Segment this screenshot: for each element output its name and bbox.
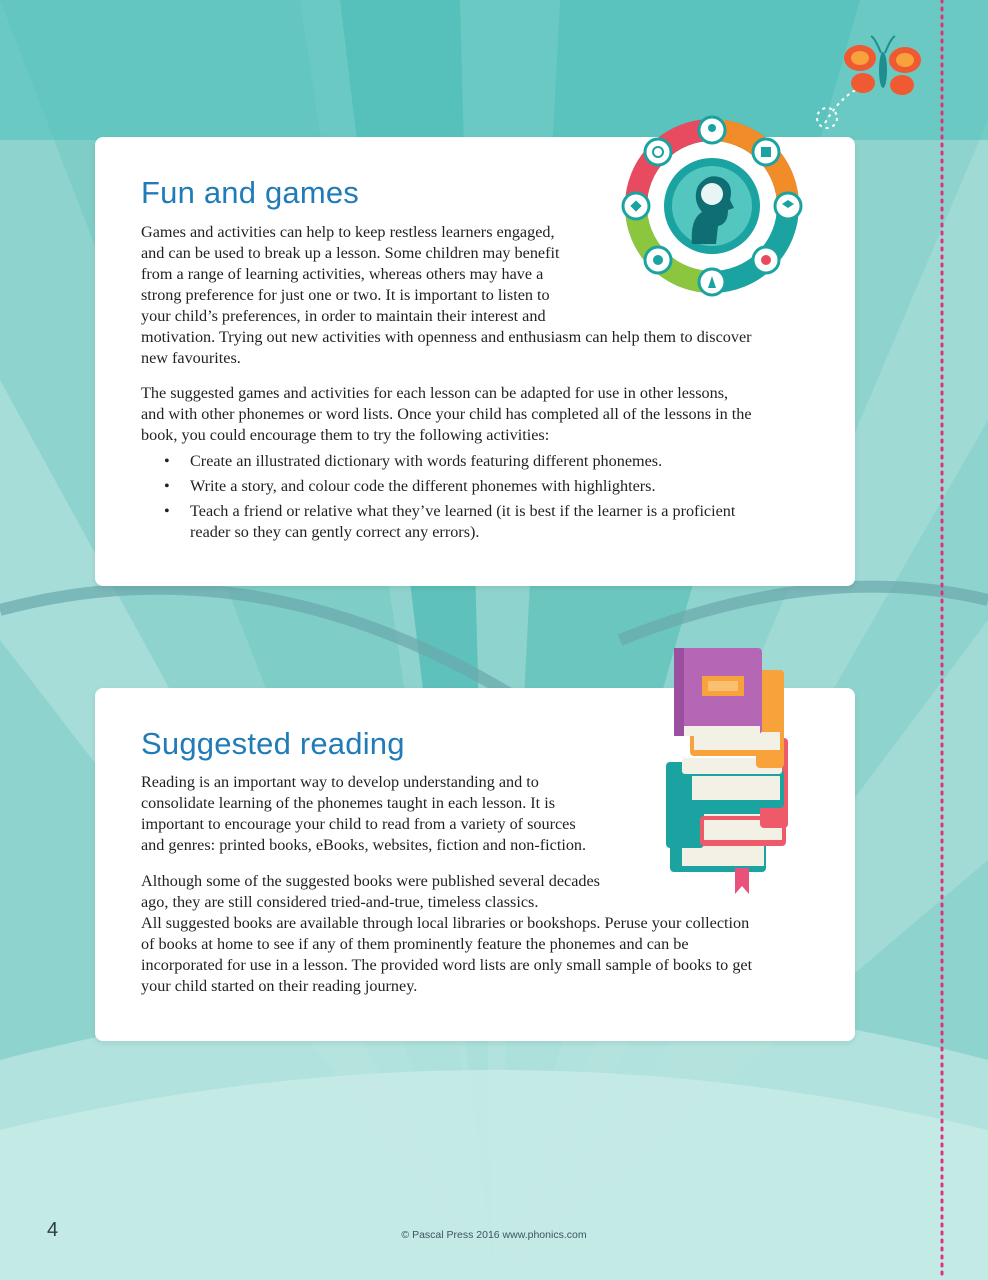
text-line: All suggested books are available through local libraries or bookshops. Peruse your collection: [141, 914, 750, 932]
bullet-marker: •: [164, 477, 170, 495]
suggested-reading-paragraph-1: [141, 772, 701, 856]
section-heading: Fun and games: [141, 175, 360, 210]
text-line: Write a story, and colour code the different phonemes with highlighters.: [190, 477, 656, 495]
text-line: Create an illustrated dictionary with words featuring different phonemes.: [190, 452, 663, 470]
text-line: book, you could encourage them to try the following activities:: [141, 426, 550, 444]
list-item: [141, 451, 821, 472]
activity-list: [141, 451, 821, 547]
learning-wheel-icon: [610, 104, 815, 309]
section-heading: Suggested reading: [141, 726, 405, 761]
text-line: ago, they are still considered tried-and-true, timeless classics.: [141, 893, 539, 911]
text-line: motivation. Trying out new activities with openness and enthusiasm can help them to discover: [141, 328, 752, 346]
footer-copyright: © Pascal Press 2016 www.phonics.com: [401, 1229, 587, 1241]
text-line: important to encourage your child to read from a variety of sources: [141, 815, 576, 833]
text-line: Teach a friend or relative what they’ve learned (it is best if the learner is a proficient: [190, 502, 736, 520]
list-item: [141, 501, 821, 543]
text-line: Reading is an important way to develop understanding and to: [141, 773, 539, 791]
list-item: [141, 476, 821, 497]
book-stack-icon: [660, 642, 795, 894]
fun-and-games-paragraph-2: [141, 383, 841, 446]
page-number: 4: [47, 1219, 59, 1241]
text-line: Games and activities can help to keep restless learners engaged,: [141, 223, 555, 241]
text-line: The suggested games and activities for each lesson can be adapted for use in other lessons,: [141, 384, 729, 402]
butterfly-icon: [805, 28, 925, 138]
text-line: reader so they can gently correct any errors).: [190, 523, 480, 541]
text-line: strong preference for just one or two. It is important to listen to: [141, 286, 550, 304]
text-line: your child started on their reading journey.: [141, 977, 418, 995]
text-line: Although some of the suggested books were published several decades: [141, 872, 600, 890]
text-line: incorporated for use in a lesson. The provided word lists are only small sample of books to get: [141, 956, 753, 974]
text-line: from a range of learning activities, whereas others may have a: [141, 265, 544, 283]
text-line: of books at home to see if any of them prominently feature the phonemes and can be: [141, 935, 689, 953]
text-line: your child’s preferences, in order to maintain their interest and: [141, 307, 546, 325]
bullet-marker: •: [164, 452, 170, 470]
text-line: new favourites.: [141, 349, 241, 367]
text-line: and genres: printed books, eBooks, websites, fiction and non-fiction.: [141, 836, 587, 854]
text-line: and can be used to break up a lesson. Some children may benefit: [141, 244, 560, 262]
text-line: consolidate learning of the phonemes taught in each lesson. It is: [141, 794, 556, 812]
bullet-marker: •: [164, 502, 170, 520]
text-line: and with other phonemes or word lists. Once your child has completed all of the lessons in the: [141, 405, 752, 423]
